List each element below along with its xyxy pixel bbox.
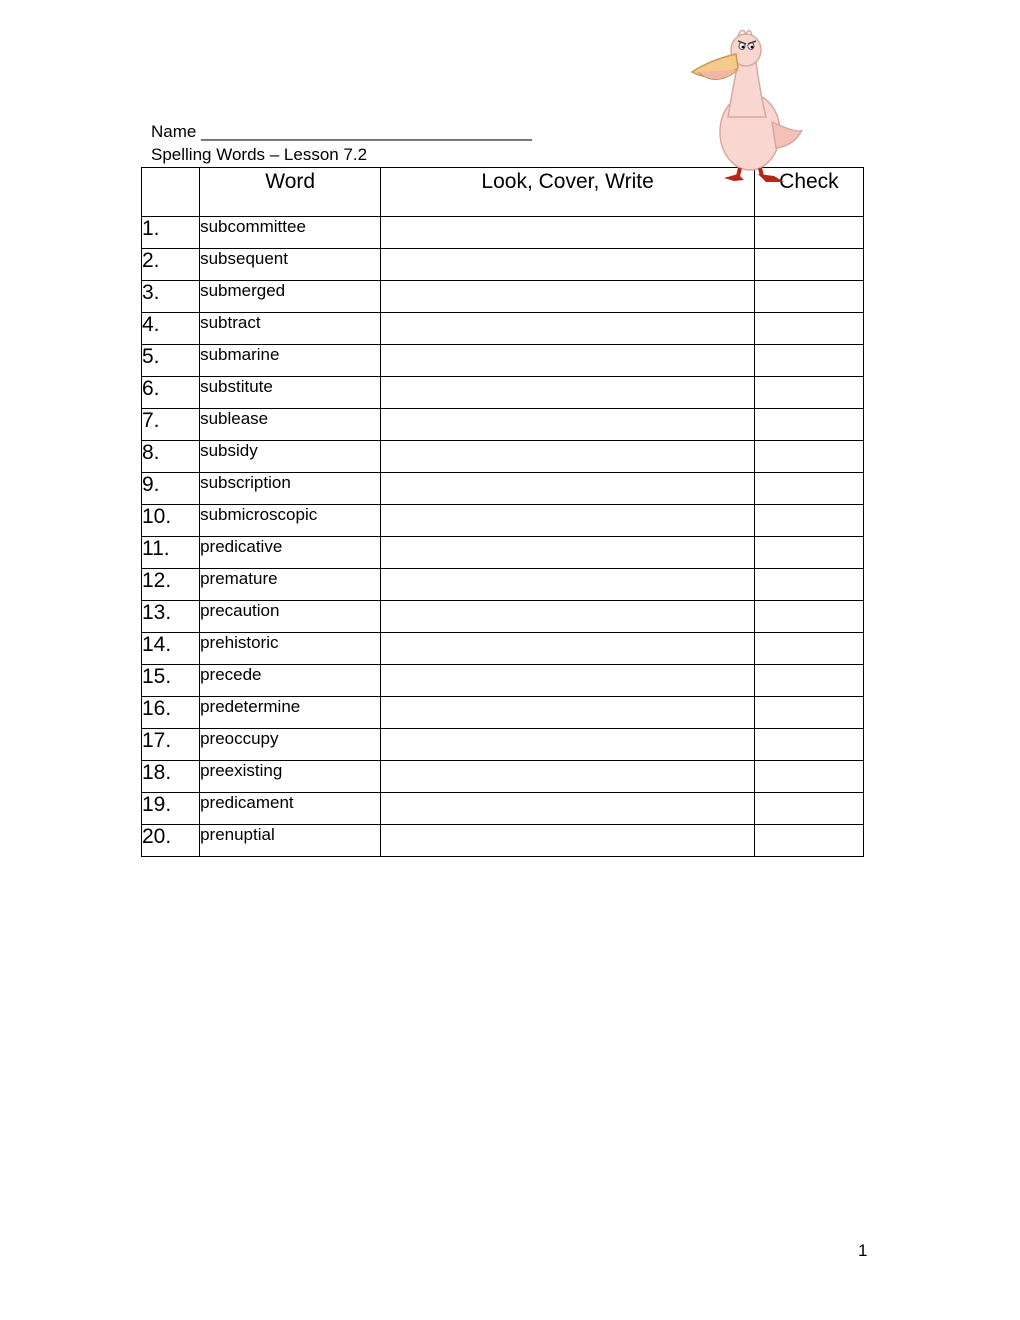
row-number: 12. (142, 569, 200, 601)
table-row (142, 569, 864, 601)
write-cell[interactable] (381, 441, 755, 473)
check-cell[interactable] (754, 441, 863, 473)
write-cell[interactable] (381, 825, 755, 857)
write-cell[interactable] (381, 377, 755, 409)
table-row (142, 441, 864, 473)
check-cell[interactable] (754, 633, 863, 665)
table-row (142, 601, 864, 633)
row-number: 11. (142, 537, 200, 569)
spelling-word: precaution (200, 601, 381, 633)
write-cell[interactable] (381, 345, 755, 377)
check-cell[interactable] (754, 729, 863, 761)
row-number: 2. (142, 249, 200, 281)
row-number: 9. (142, 473, 200, 505)
check-cell[interactable] (754, 281, 863, 313)
check-cell[interactable] (754, 505, 863, 537)
table-row (142, 217, 864, 249)
spelling-word: subsequent (200, 249, 381, 281)
row-number: 19. (142, 793, 200, 825)
header-word: Word (200, 168, 381, 217)
row-number: 8. (142, 441, 200, 473)
spelling-word: sublease (200, 409, 381, 441)
row-number: 3. (142, 281, 200, 313)
check-cell[interactable] (754, 697, 863, 729)
table-row (142, 665, 864, 697)
table-row (142, 345, 864, 377)
spelling-word: prehistoric (200, 633, 381, 665)
table-row (142, 473, 864, 505)
spelling-word: predetermine (200, 697, 381, 729)
table-row (142, 729, 864, 761)
spelling-word: preoccupy (200, 729, 381, 761)
write-cell[interactable] (381, 793, 755, 825)
table-row (142, 409, 864, 441)
check-cell[interactable] (754, 537, 863, 569)
check-cell[interactable] (754, 313, 863, 345)
row-number: 14. (142, 633, 200, 665)
write-cell[interactable] (381, 409, 755, 441)
write-cell[interactable] (381, 761, 755, 793)
row-number: 18. (142, 761, 200, 793)
row-number: 16. (142, 697, 200, 729)
spelling-word: predicament (200, 793, 381, 825)
row-number: 4. (142, 313, 200, 345)
check-cell[interactable] (754, 601, 863, 633)
spelling-word: premature (200, 569, 381, 601)
table-row (142, 313, 864, 345)
row-number: 1. (142, 217, 200, 249)
table-row (142, 505, 864, 537)
spelling-word: substitute (200, 377, 381, 409)
spelling-word: preexisting (200, 761, 381, 793)
check-cell[interactable] (754, 793, 863, 825)
check-cell[interactable] (754, 569, 863, 601)
table-row (142, 793, 864, 825)
spelling-word: predicative (200, 537, 381, 569)
spelling-word: submerged (200, 281, 381, 313)
page-title: Spelling Words – Lesson 7.2 (151, 145, 368, 164)
check-cell[interactable] (754, 409, 863, 441)
write-cell[interactable] (381, 537, 755, 569)
table-row (142, 633, 864, 665)
write-cell[interactable] (381, 633, 755, 665)
pelican-icon (680, 22, 820, 182)
spelling-word: prenuptial (200, 825, 381, 857)
table-row (142, 281, 864, 313)
check-cell[interactable] (754, 761, 863, 793)
check-cell[interactable] (754, 345, 863, 377)
check-cell[interactable] (754, 473, 863, 505)
row-number: 5. (142, 345, 200, 377)
spelling-word: subcommittee (200, 217, 381, 249)
write-cell[interactable] (381, 601, 755, 633)
name-field-label: Name ___________________________________ (151, 122, 532, 141)
page-number: 1 (858, 1241, 868, 1260)
check-cell[interactable] (754, 249, 863, 281)
row-number: 13. (142, 601, 200, 633)
row-number: 17. (142, 729, 200, 761)
write-cell[interactable] (381, 697, 755, 729)
row-number: 6. (142, 377, 200, 409)
write-cell[interactable] (381, 249, 755, 281)
header-number (142, 168, 200, 217)
spelling-word: subscription (200, 473, 381, 505)
row-number: 7. (142, 409, 200, 441)
check-cell[interactable] (754, 377, 863, 409)
header-check: Check (754, 168, 863, 217)
check-cell[interactable] (754, 217, 863, 249)
spelling-word: subsidy (200, 441, 381, 473)
write-cell[interactable] (381, 473, 755, 505)
header-look-cover-write: Look, Cover, Write (381, 168, 755, 217)
spelling-word: submarine (200, 345, 381, 377)
write-cell[interactable] (381, 665, 755, 697)
table-row (142, 825, 864, 857)
spelling-word: submicroscopic (200, 505, 381, 537)
table-row (142, 249, 864, 281)
row-number: 20. (142, 825, 200, 857)
write-cell[interactable] (381, 569, 755, 601)
table-row (142, 761, 864, 793)
write-cell[interactable] (381, 217, 755, 249)
row-number: 10. (142, 505, 200, 537)
write-cell[interactable] (381, 313, 755, 345)
spelling-table (141, 167, 864, 857)
spelling-word: precede (200, 665, 381, 697)
write-cell[interactable] (381, 729, 755, 761)
check-cell[interactable] (754, 665, 863, 697)
check-cell[interactable] (754, 825, 863, 857)
table-row (142, 377, 864, 409)
write-cell[interactable] (381, 281, 755, 313)
table-row (142, 697, 864, 729)
row-number: 15. (142, 665, 200, 697)
write-cell[interactable] (381, 505, 755, 537)
table-row (142, 537, 864, 569)
spelling-word: subtract (200, 313, 381, 345)
